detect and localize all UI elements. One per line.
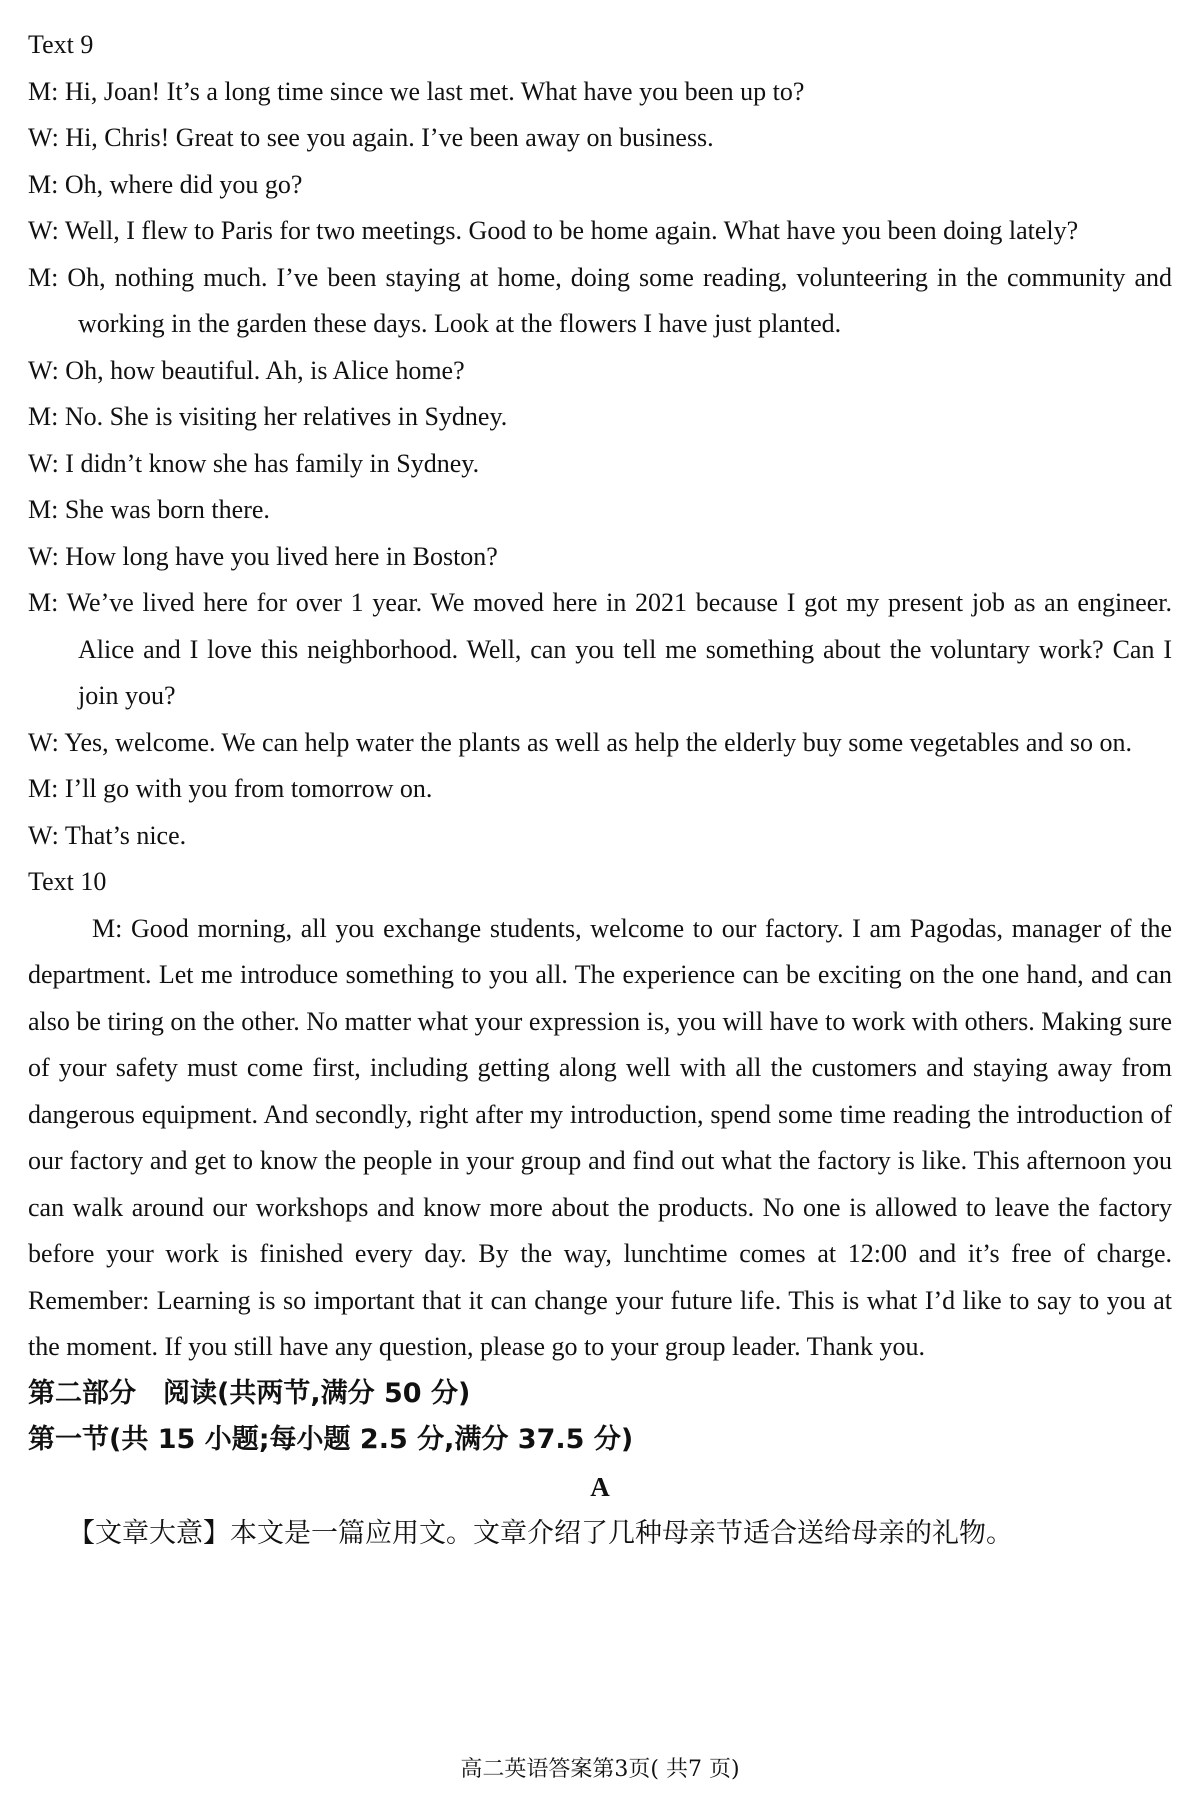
dialogue-line: M: Hi, Joan! It’s a long time since we last met. What have you been up to? [28,76,805,106]
dialogue-line: W: How long have you lived here in Boston? [28,541,498,571]
text9-heading: Text 9 [28,30,94,59]
dialogue-line: M: Oh, where did you go? [28,169,303,199]
dialogue-line: W: That’s nice. [28,820,187,850]
dialogue-line: M: We’ve lived here for over 1 year. We moved here in 2021 because I got my present job as an engineer. Alice and I love this neighborhood. Well, can you tell me something about the voluntary work? Can I join you? [28,588,1172,710]
section-title: 第一节(共 15 小题;每小题 2.5 分,满分 37.5 分) [28,1424,634,1455]
dialogue-line: W: Oh, how beautiful. Ah, is Alice home? [28,355,465,385]
dialogue-line: W: I didn’t know she has family in Sydney. [28,448,480,478]
text10-heading: Text 10 [28,867,107,896]
part-title: 第二部分 阅读(共两节,满分 50 分) [28,1377,471,1409]
dialogue-line: W: Yes, welcome. We can help water the plants as well as help the elderly buy some vegetables and so on. [28,727,1133,757]
page-footer: 高二英语答案第3页( 共7 页) [460,1757,740,1782]
dialogue-line: M: She was born there. [28,495,270,524]
dialogue-line: M: No. She is visiting her relatives in Sydney. [28,402,508,431]
answer-page [28,22,1172,1557]
monologue-paragraph: M: Good morning, all you exchange students, welcome to our factory. I am Pagodas, manager of the department. Let me introduce something to you all. The experience can be exciting on the one hand, and can also be tiring on the other. No matter what your expression is, you will have to work with others. Making sure of your safety must come first, including getting along well with all the customers and staying away from dangerous equipment. And secondly, right after my introduction, spend some time reading the introduction of our factory and get to know the people in your group and find out what the factory is like. This afternoon you can walk around our workshops and know more about the products. No one is allowed to leave the factory before your work is finished every day. By the way, lunchtime comes at 12:00 and it’s free of charge. Remember: Learning is so important that it can change your future life. This is what I’d like to say to you at the moment. If you still have any question, please go to your group leader. Thank you. [28,913,1172,1361]
dialogue-line: W: Well, I flew to Paris for two meetings. Good to be home again. What have you been doing lately? [28,216,1079,245]
dialogue-line: M: Oh, nothing much. I’ve been staying at home, doing some reading, volunteering in the community and working in the garden these days. Look at the flowers I have just planted. [28,262,1172,338]
dialogue-line: W: Hi, Chris! Great to see you again. I’ve been away on business. [28,123,714,152]
passage-letter: A [590,1471,610,1502]
passage-summary: 【文章大意】本文是一篇应用文。文章介绍了几种母亲节适合送给母亲的礼物。 [68,1518,1013,1548]
dialogue-line: M: I’ll go with you from tomorrow on. [28,774,433,803]
